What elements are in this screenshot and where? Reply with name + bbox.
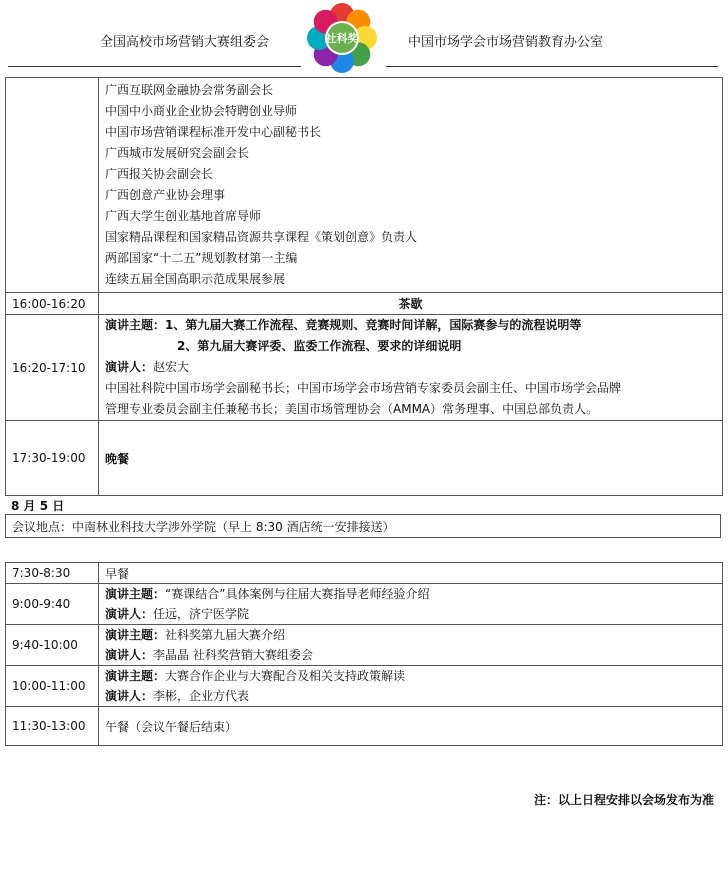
talk-speaker: 演讲人：李晶晶 社科奖营销大赛组委会	[105, 648, 313, 662]
table-row	[6, 625, 723, 666]
time-cell: 16:20-17:10	[6, 315, 99, 421]
talk-speaker-desc-2: 管理专业委员会副主任兼秘书长；美国市场管理协会（AMMA）常务理事、中国总部负责人。	[105, 402, 599, 416]
table-row	[6, 315, 723, 421]
bio-line: 广西大学生创业基地首席导师	[105, 209, 262, 223]
talk-speaker: 演讲人：赵宏大	[105, 360, 190, 374]
lunch: 午餐（会议午餐后结束）	[99, 707, 723, 746]
talk-speaker: 演讲人：任远，济宁医学院	[105, 607, 250, 621]
talk-topic-2: 2、第九届大赛评委、监委工作流程、要求的详细说明	[177, 339, 462, 353]
bio-line: 国家精品课程和国家精品资源共享课程《策划创意》负责人	[105, 230, 418, 244]
table-row	[6, 78, 723, 293]
talk-cell	[99, 315, 723, 421]
talk-topic: 演讲主题：“赛课结合”具体案例与往届大赛指导老师经验介绍	[105, 587, 430, 601]
time-cell: 7:30-8:30	[6, 563, 99, 584]
letterhead	[0, 0, 728, 76]
time-cell: 16:00-16:20	[6, 293, 99, 315]
time-cell: 9:00-9:40	[6, 584, 99, 625]
logo	[300, 0, 384, 76]
bio-line: 连续五届全国高职示范成果展参展	[105, 272, 286, 286]
talk-cell	[99, 584, 723, 625]
talk-cell	[99, 666, 723, 707]
table-row	[6, 584, 723, 625]
bio-line: 广西互联网金融协会常务副会长	[105, 83, 274, 97]
table-row	[6, 707, 723, 746]
speaker-bio-list	[105, 80, 716, 290]
table-row	[6, 421, 723, 496]
time-cell: 11:30-13:00	[6, 707, 99, 746]
schedule-table-day1	[5, 77, 723, 496]
talk-topic: 演讲主题：社科奖第九届大赛介绍	[105, 628, 286, 642]
venue-info: 会议地点：中南林业科技大学涉外学院（早上 8:30 酒店统一安排接送）	[5, 514, 721, 538]
table-row	[6, 293, 723, 315]
time-cell: 17:30-19:00	[6, 421, 99, 496]
logo-text: 社科奖	[325, 32, 359, 45]
header-rule-left	[8, 66, 301, 67]
bio-line: 中国中小商业企业协会特聘创业导师	[105, 104, 298, 118]
table-row	[6, 666, 723, 707]
talk-cell	[99, 625, 723, 666]
tea-break: 茶歇	[99, 293, 723, 315]
time-cell: 9:40-10:00	[6, 625, 99, 666]
speaker-bio-cell	[99, 78, 723, 293]
schedule-table-day2	[5, 562, 723, 746]
bio-line: 广西创意产业协会理事	[105, 188, 226, 202]
bio-line: 两部国家“十二五”规划教材第一主编	[105, 251, 298, 265]
time-cell-empty	[6, 78, 99, 293]
bio-line: 中国市场营销课程标准开发中心副秘书长	[105, 125, 322, 139]
header-rule-right	[386, 66, 718, 67]
talk-topic-1: 演讲主题：1、第九届大赛工作流程、竞赛规则、竞赛时间详解，国际赛参与的流程说明等	[105, 318, 582, 332]
bio-line: 广西报关协会副会长	[105, 167, 214, 181]
dinner: 晚餐	[99, 421, 723, 496]
left-organizer: 全国高校市场营销大赛组委会	[100, 35, 270, 50]
talk-speaker-desc-1: 中国社科院中国市场学会副秘书长；中国市场学会市场营销专家委员会副主任、中国市场学会品牌	[105, 381, 622, 395]
talk-topic: 演讲主题：大赛合作企业与大赛配合及相关支持政策解读	[105, 669, 406, 683]
time-cell: 10:00-11:00	[6, 666, 99, 707]
right-organizer: 中国市场学会市场营销教育办公室	[408, 35, 604, 50]
day-date: 8 月 5 日	[11, 499, 65, 513]
bio-line: 广西城市发展研究会副会长	[105, 146, 250, 160]
talk-speaker: 演讲人：李彬，企业方代表	[105, 689, 250, 703]
footnote: 注：以上日程安排以会场发布为准	[533, 793, 714, 807]
breakfast: 早餐	[99, 563, 723, 584]
table-row	[6, 563, 723, 584]
